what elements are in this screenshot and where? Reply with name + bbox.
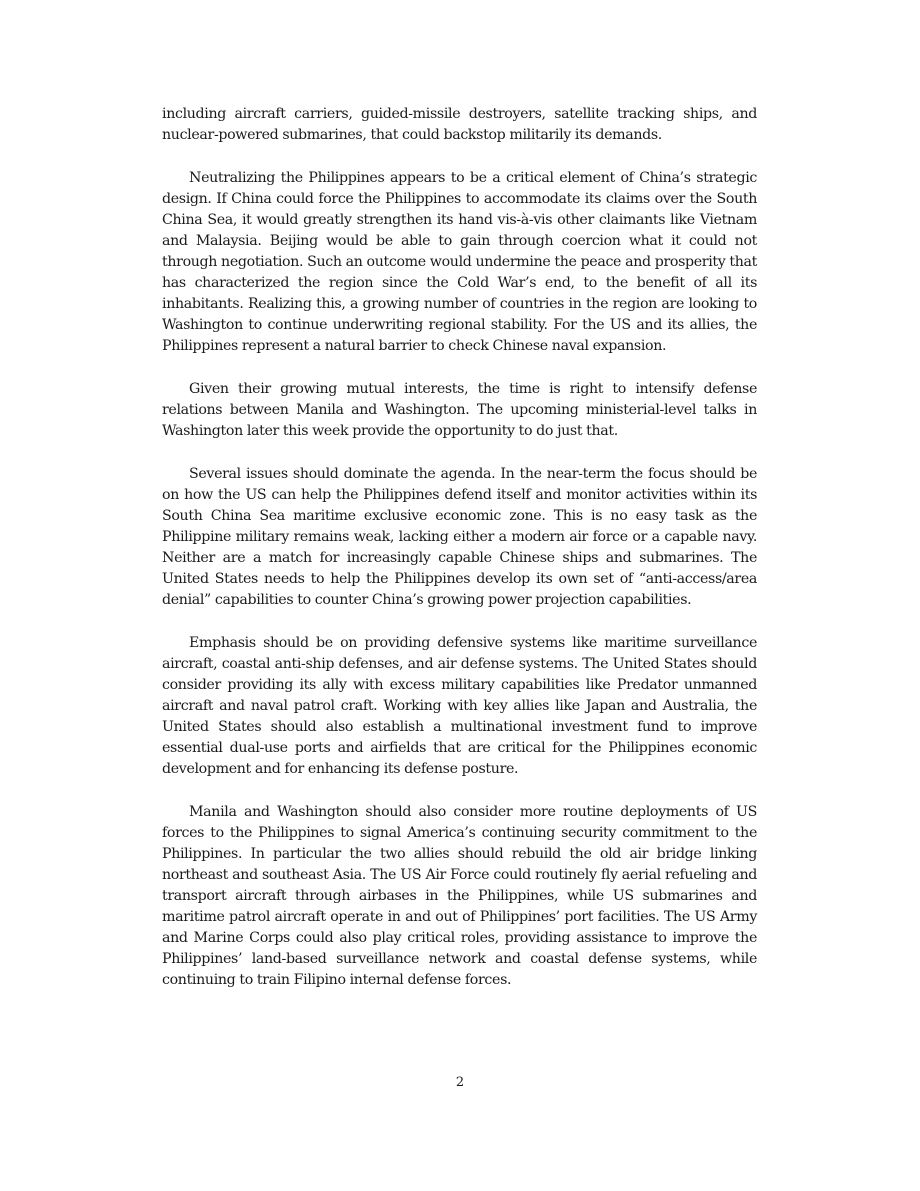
document-body (162, 104, 757, 1013)
paragraph-defensive-systems: Emphasis should be on providing defensive systems like maritime surveillance aircraft, coastal anti-ship defenses, and air defense systems. The United States should consider providing its ally with excess military capabilities like Predator unmanned aircraft and naval patrol craft. Working with key allies like Japan and Australia, the United States should also establish a multinational investment fund to improve essential dual-use ports and airfields that are critical for the Philippines economic development and for enhancing its defense posture. (162, 635, 757, 777)
paragraph-agenda-issues: Several issues should dominate the agenda. In the near-term the focus should be on how the US can help the Philippines defend itself and monitor activities within its South China Sea maritime exclusive economic zone. This is no easy task as the Philippine military remains weak, lacking either a modern air force or a capable navy. Neither are a match for increasingly capable Chinese ships and submarines. The United States needs to help the Philippines develop its own set of “anti-access/area denial” capabilities to counter China’s growing power projection capabilities. (162, 466, 757, 608)
paragraph-routine-deployments: Manila and Washington should also consider more routine deployments of US forces to the Philippines to signal America’s continuing security commitment to the Philippines. In particular the two allies should rebuild the old air bridge linking northeast and southeast Asia. The US Air Force could routinely fly aerial refueling and transport aircraft through airbases in the Philippines, while US submarines and maritime patrol aircraft operate in and out of Philippines’ port facilities. The US Army and Marine Corps could also play critical roles, providing assistance to improve the Philippines’ land-based surveillance network and coastal defense systems, while continuing to train Filipino internal defense forces. (162, 804, 757, 988)
paragraph-mutual-interests: Given their growing mutual interests, the time is right to intensify defense relations between Manila and Washington. The upcoming ministerial-level talks in Washington later this week provide the opportunity to do just that. (162, 381, 757, 439)
page-number: 2 (455, 1075, 465, 1090)
paragraph-continued: including aircraft carriers, guided-missile destroyers, satellite tracking ships, and nuclear-powered submarines, that could backstop militarily its demands. (162, 106, 757, 143)
paragraph-neutralizing-philippines: Neutralizing the Philippines appears to be a critical element of China’s strategic design. If China could force the Philippines to accommodate its claims over the South China Sea, it would greatly strengthen its hand vis-à-vis other claimants like Vietnam and Malaysia. Beijing would be able to gain through coercion what it could not through negotiation. Such an outcome would undermine the peace and prosperity that has characterized the region since the Cold War’s end, to the benefit of all its inhabitants. Realizing this, a growing number of countries in the region are looking to Washington to continue underwriting regional stability. For the US and its allies, the Philippines represent a natural barrier to check Chinese naval expansion. (162, 170, 757, 354)
